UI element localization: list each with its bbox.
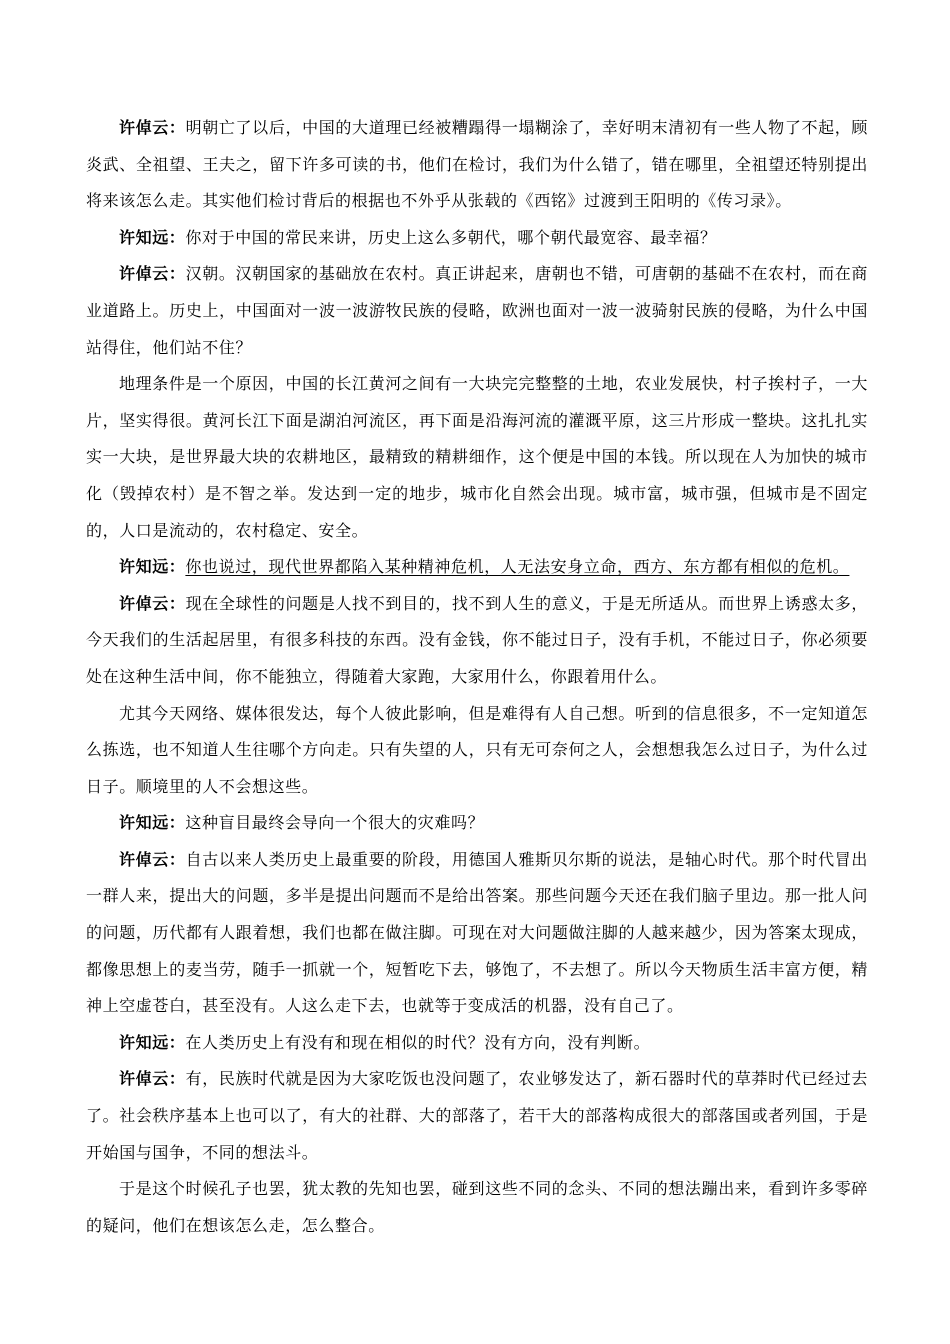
paragraph (86, 549, 868, 586)
paragraph (86, 366, 868, 549)
paragraph (86, 256, 868, 366)
speaker-label: 许知远： (119, 1032, 186, 1052)
speaker-label: 许倬云： (119, 849, 186, 869)
paragraph-text: 地理条件是一个原因，中国的长江黄河之间有一大块完完整整的土地，农业发展快，村子挨村子，一大片，坚实得很。黄河长江下面是湖泊河流区，再下面是沿海河流的灌溉平原，这三片形成一整块。这扎扎实实一大块，是世界最大块的农耕地区，最精致的精耕细作，这个便是中国的本钱。所以现在人为加快的城市化（毁掉农村）是不智之举。发达到一定的地步，城市化自然会出现。城市富，城市强，但城市是不固定的，人口是流动的，农村稳定、安全。 (86, 374, 868, 540)
paragraph (86, 805, 868, 842)
paragraph (86, 1171, 868, 1244)
paragraph-text: 自古以来人类历史上最重要的阶段，用德国人雅斯贝尔斯的说法，是轴心时代。那个时代冒出一群人来，提出大的问题，多半是提出问题而不是给出答案。那些问题今天还在我们脑子里边。那一批人问的问题，历代都有人跟着想，我们也都在做注脚。可现在对大问题做注脚的人越来越少，因为答案太现成，都像思想上的麦当劳，随手一抓就一个，短暂吃下去，够饱了，不去想了。所以今天物质生活丰富方便，精神上空虚苍白，甚至没有。人这么走下去，也就等于变成活的机器，没有自己了。 (86, 849, 868, 1016)
paragraph-text: 明朝亡了以后，中国的大道理已经被糟蹋得一塌糊涂了，幸好明末清初有一些人物了不起，顾炎武、全祖望、王夫之，留下许多可读的书，他们在检讨，我们为什么错了，错在哪里，全祖望还特别提出将来该怎么走。其实他们检讨背后的根据也不外乎从张载的《西铭》过渡到王阳明的《传习录》。 (86, 118, 868, 211)
speaker-label: 许倬云： (119, 593, 186, 613)
speaker-label: 许倬云： (119, 264, 186, 284)
speaker-label: 许倬云： (119, 1069, 186, 1089)
speaker-label: 许知远： (119, 813, 186, 833)
underlined-question-text: 你也说过，现代世界都陷入某种精神危机，人无法安身立命，西方、东方都有相似的危机。 (185, 557, 850, 577)
paragraph-text: 有，民族时代就是因为大家吃饭也没问题了，农业够发达了，新石器时代的草莽时代已经过去了。社会秩序基本上也可以了，有大的社群、大的部落了，若干大的部落构成很大的部落国或者列国，于是开始国与国争，不同的想法斗。 (86, 1069, 868, 1162)
paragraph (86, 1025, 868, 1062)
document-body (86, 110, 868, 1244)
speaker-label: 许倬云： (119, 118, 186, 137)
paragraph-text: 现在全球性的问题是人找不到目的，找不到人生的意义，于是无所适从。而世界上诱惑太多，今天我们的生活起居里，有很多科技的东西。没有金钱，你不能过日子，没有手机，不能过日子，你必须要处在这种生活中间，你不能独立，得随着大家跑，大家用什么，你跟着用什么。 (86, 593, 868, 686)
paragraph (86, 586, 868, 696)
paragraph (86, 220, 868, 257)
paragraph-text: 你对于中国的常民来讲，历史上这么多朝代，哪个朝代最宽容、最幸福？ (185, 227, 717, 247)
speaker-label: 许知远： (119, 557, 186, 577)
speaker-label: 许知远： (119, 227, 186, 247)
paragraph-text: 这种盲目最终会导向一个很大的灾难吗？ (185, 813, 485, 833)
paragraph-text: 尤其今天网络、媒体很发达，每个人彼此影响，但是难得有人自己想。听到的信息很多，不一定知道怎么拣选，也不知道人生往哪个方向走。只有失望的人，只有无可奈何之人，会想想我怎么过日子，为什么过日子。顺境里的人不会想这些。 (86, 703, 868, 796)
paragraph (86, 696, 868, 806)
paragraph (86, 842, 868, 1025)
paragraph-text: 在人类历史上有没有和现在相似的时代？没有方向，没有判断。 (185, 1032, 651, 1052)
paragraph-text: 汉朝。汉朝国家的基础放在农村。真正讲起来，唐朝也不错，可唐朝的基础不在农村，而在商业道路上。历史上，中国面对一波一波游牧民族的侵略，欧洲也面对一波一波骑射民族的侵略，为什么中国站得住，他们站不住？ (86, 264, 868, 357)
paragraph-text: 于是这个时候孔子也罢，犹太教的先知也罢，碰到这些不同的念头、不同的想法蹦出来，看到许多零碎的疑问，他们在想该怎么走，怎么整合。 (86, 1179, 868, 1235)
paragraph (86, 1061, 868, 1171)
paragraph (86, 110, 868, 220)
